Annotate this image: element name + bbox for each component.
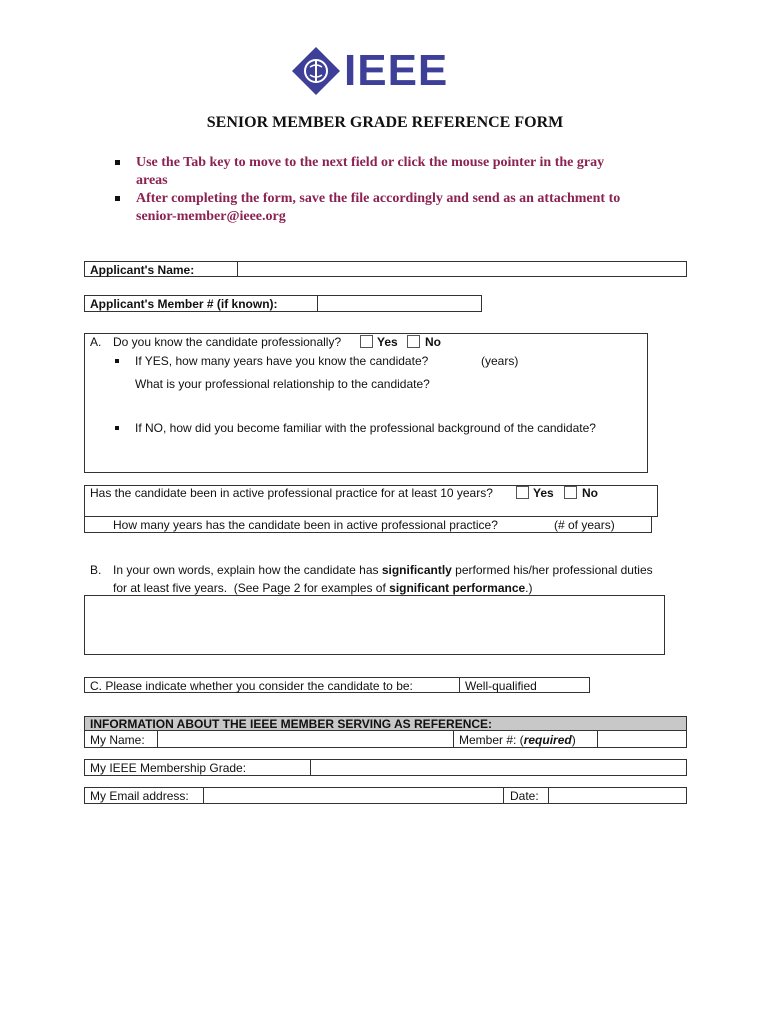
instruction-1-line-2: areas: [136, 173, 168, 188]
date-divider: [503, 787, 504, 804]
bullet-icon: [115, 196, 120, 201]
member-no-close: ): [571, 733, 576, 747]
grade-input[interactable]: [312, 760, 685, 775]
member-no-input-divider: [597, 731, 598, 748]
reference-header: INFORMATION ABOUT THE IEEE MEMBER SERVING AS REFERENCE:: [90, 717, 493, 731]
grade-divider: [310, 759, 311, 776]
instruction-1-line-1: Use the Tab key to move to the next field or click the mouse pointer in the gray: [136, 155, 605, 170]
applicant-member-label: Applicant's Member # (if known):: [90, 297, 278, 311]
instruction-2-line-1: After completing the form, save the file accordingly and send as an attachment to: [136, 191, 621, 206]
ieee-logo: [290, 45, 455, 97]
date-label: Date:: [510, 789, 539, 803]
know-yes-checkbox[interactable]: [360, 335, 373, 348]
applicant-name-label: Applicant's Name:: [90, 263, 195, 277]
member-no-divider: [453, 731, 454, 748]
my-name-input[interactable]: [159, 732, 452, 747]
section-b-text-2: performed his/her professional duties: [451, 563, 653, 577]
years-unit: (years): [481, 354, 519, 368]
if-no-input[interactable]: [135, 438, 640, 468]
date-input[interactable]: [550, 788, 685, 803]
section-c-label: C. Please indicate whether you consider the candidate to be:: [90, 679, 413, 693]
applicant-member-divider: [317, 295, 318, 312]
practice-years-question: How many years has the candidate been in active professional practice?: [113, 518, 498, 532]
section-c-divider: [459, 677, 460, 693]
applicant-name-divider: [237, 261, 238, 277]
instruction-2-email[interactable]: senior-member@ieee.org: [136, 209, 286, 224]
practice-question: Has the candidate been in active professional practice for at least 10 years?: [90, 486, 493, 500]
section-a-question: Do you know the candidate professionally?: [113, 335, 342, 349]
practice-years-input[interactable]: [520, 518, 550, 532]
know-yes-label: Yes: [377, 335, 398, 349]
my-name-label: My Name:: [90, 733, 145, 747]
relationship-label: What is your professional relationship to the candidate?: [135, 377, 430, 391]
section-b-textarea[interactable]: [84, 595, 665, 655]
know-no-label: No: [425, 335, 441, 349]
section-b-text-4: .): [525, 581, 533, 595]
know-no-checkbox[interactable]: [407, 335, 420, 348]
date-input-divider: [548, 787, 549, 804]
applicant-member-input[interactable]: [319, 296, 480, 311]
bullet-icon: [115, 160, 120, 165]
section-b-line-1: [113, 563, 653, 577]
practice-no-label: No: [582, 486, 598, 500]
section-a-letter: A.: [90, 335, 102, 349]
practice-no-checkbox[interactable]: [564, 486, 577, 499]
practice-years-unit: (# of years): [554, 518, 615, 532]
applicant-name-input[interactable]: [239, 262, 685, 276]
section-b-text-1: In your own words, explain how the candidate has: [113, 563, 382, 577]
member-no-text: Member #: (: [459, 733, 524, 747]
relationship-input[interactable]: [135, 394, 640, 412]
email-divider: [203, 787, 204, 804]
section-b-text-3: for at least five years. (See Page 2 for examples of: [113, 581, 390, 595]
practice-yes-checkbox[interactable]: [516, 486, 529, 499]
section-b-letter: B.: [90, 563, 102, 577]
email-input[interactable]: [205, 788, 501, 803]
my-name-divider: [157, 731, 158, 748]
form-title: SENIOR MEMBER GRADE REFERENCE FORM: [206, 114, 564, 131]
practice-yes-label: Yes: [533, 486, 554, 500]
member-no-required: required: [523, 733, 572, 747]
if-yes-label: If YES, how many years have you know the candidate?: [135, 354, 429, 368]
section-b-line-2: [113, 581, 533, 595]
bullet-icon: [115, 426, 119, 430]
email-label: My Email address:: [90, 789, 189, 803]
if-no-label: If NO, how did you become familiar with the professional background of the candidate?: [135, 421, 596, 435]
grade-label: My IEEE Membership Grade:: [90, 761, 247, 775]
member-no-label: [459, 733, 576, 747]
section-b-significant-performance: significant performance: [389, 581, 526, 595]
ieee-wordmark: IEEE: [344, 46, 449, 95]
member-no-input[interactable]: [599, 732, 685, 747]
section-b-significantly: significantly: [381, 563, 452, 577]
qualification-select[interactable]: Well-qualified: [465, 679, 537, 693]
bullet-icon: [115, 359, 119, 363]
years-known-input[interactable]: [446, 354, 478, 368]
